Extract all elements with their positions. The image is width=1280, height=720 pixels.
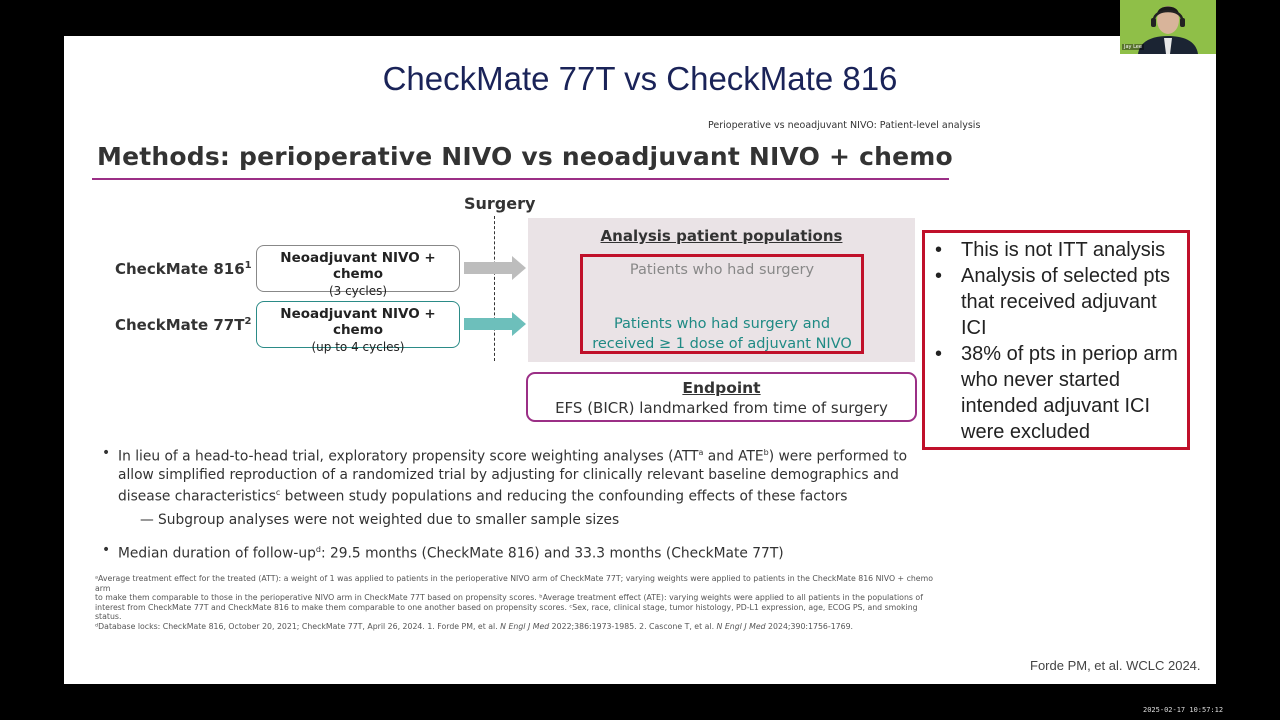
surgery-divider xyxy=(494,216,495,361)
trial-ref: 2 xyxy=(244,316,252,327)
slide-title: CheckMate 77T vs CheckMate 816 xyxy=(382,60,898,97)
journal: N Engl J Med xyxy=(716,621,766,631)
population-adjuvant-line2: received ≥ 1 dose of adjuvant NIVO xyxy=(592,336,852,352)
text: 2022;386:1973-1985. 2. Cascone T, et al. xyxy=(549,621,717,631)
footnote xyxy=(95,574,945,632)
footnote-line: interest from CheckMate 77T and CheckMate 816 to make them comparable to one another based on propensity scores. ᶜSex, race, clinical stage, tumor histology, PD-L1 expression, age, ECOG PS, and smoking status. xyxy=(95,602,918,622)
arm-label: Neoadjuvant NIVO + chemo xyxy=(280,306,436,338)
footnote-line xyxy=(95,622,945,632)
population-adjuvant xyxy=(580,314,864,354)
footnote-line: to make them comparable to those in the perioperative NIVO arm in CheckMate 77T based on propensity scores. ᵇAverage treatment effect (ATE): varying weights were applied to all patients in the populations of xyxy=(95,593,923,603)
text: Median duration of follow-up xyxy=(118,545,316,562)
arm-label: Neoadjuvant NIVO + chemo xyxy=(280,250,436,282)
trial-ref: 1 xyxy=(244,260,252,271)
gray-arrow-icon xyxy=(464,256,528,280)
sup: b xyxy=(763,448,769,457)
arm-box-816 xyxy=(256,245,460,298)
methods-bullets xyxy=(100,444,920,563)
methods-heading: Methods: perioperative NIVO vs neoadjuvant NIVO + chemo xyxy=(97,142,953,171)
sup: a xyxy=(698,448,704,457)
sup: d xyxy=(315,545,321,555)
slide-subnote: Perioperative vs neoadjuvant NIVO: Patient-level analysis xyxy=(708,120,981,131)
footnote-line: ᵃAverage treatment effect for the treated (ATT): a weight of 1 was applied to patients in the perioperative NIVO arm of CheckMate 77T; varying weights were applied to patients in the CheckMate 816 NIVO + chemo arm xyxy=(95,574,933,593)
text: ᵈDatabase locks: CheckMate 816, October 20, 2021; CheckMate 77T, April 26, 2024. 1. Forde PM, et al. xyxy=(95,621,501,631)
journal: N Engl J Med xyxy=(500,621,550,631)
arm-cycles: (3 cycles) xyxy=(328,284,388,298)
arm-cycles: (up to 4 cycles) xyxy=(311,340,405,354)
bullet-followup xyxy=(100,541,920,563)
callout-item: • Analysis of selected pts that received adjuvant ICI xyxy=(933,263,1181,341)
sup: c xyxy=(275,487,281,497)
endpoint-text: EFS (BICR) landmarked from time of surgery xyxy=(555,399,888,417)
slide xyxy=(64,36,1216,684)
trial-label-77t xyxy=(115,316,251,334)
webcam-name-tag: Jay Lee xyxy=(1124,44,1142,50)
text: 2024;390:1756-1769. xyxy=(765,621,854,631)
video-timestamp: 2025-02-17 10:57:12 xyxy=(1143,706,1224,714)
text: : 29.5 months (CheckMate 816) and 33.3 months (CheckMate 77T) xyxy=(320,545,784,562)
bullet-propensity xyxy=(100,444,920,505)
text: ) were performed to allow simplified reproduction of a randomized trial by adjusting for clinically relevant baseline demographics and disease characteristics xyxy=(118,448,908,505)
population-title: Analysis patient populations xyxy=(600,227,843,245)
callout-item: • This is not ITT analysis xyxy=(933,237,1181,263)
population-surgery: Patients who had surgery xyxy=(629,262,815,278)
trial-name: CheckMate 77T xyxy=(115,316,245,334)
teal-arrow-icon xyxy=(464,312,528,336)
text: In lieu of a head-to-head trial, exploratory propensity score weighting analyses (ATT xyxy=(118,448,699,465)
arm-box-77t xyxy=(256,301,460,354)
trial-name: CheckMate 816 xyxy=(115,260,245,278)
callout-item: • 38% of pts in periop arm who never started intended adjuvant ICI were excluded xyxy=(933,341,1181,445)
text: and ATE xyxy=(703,448,764,465)
trial-label-816 xyxy=(115,260,252,278)
citation: Forde PM, et al. WCLC 2024. xyxy=(1030,658,1201,673)
sub-bullet-subgroup: — Subgroup analyses were not weighted due to smaller sample sizes xyxy=(100,511,920,529)
endpoint-heading: Endpoint xyxy=(682,379,761,397)
webcam-thumbnail[interactable] xyxy=(1120,0,1216,54)
surgery-label: Surgery xyxy=(464,194,536,213)
population-adjuvant-line1: Patients who had surgery and xyxy=(613,316,831,332)
heading-underline xyxy=(92,178,949,180)
endpoint-box xyxy=(526,372,917,422)
text: between study populations and reducing the confounding effects of these factors xyxy=(280,488,848,505)
callout-box xyxy=(922,230,1190,450)
